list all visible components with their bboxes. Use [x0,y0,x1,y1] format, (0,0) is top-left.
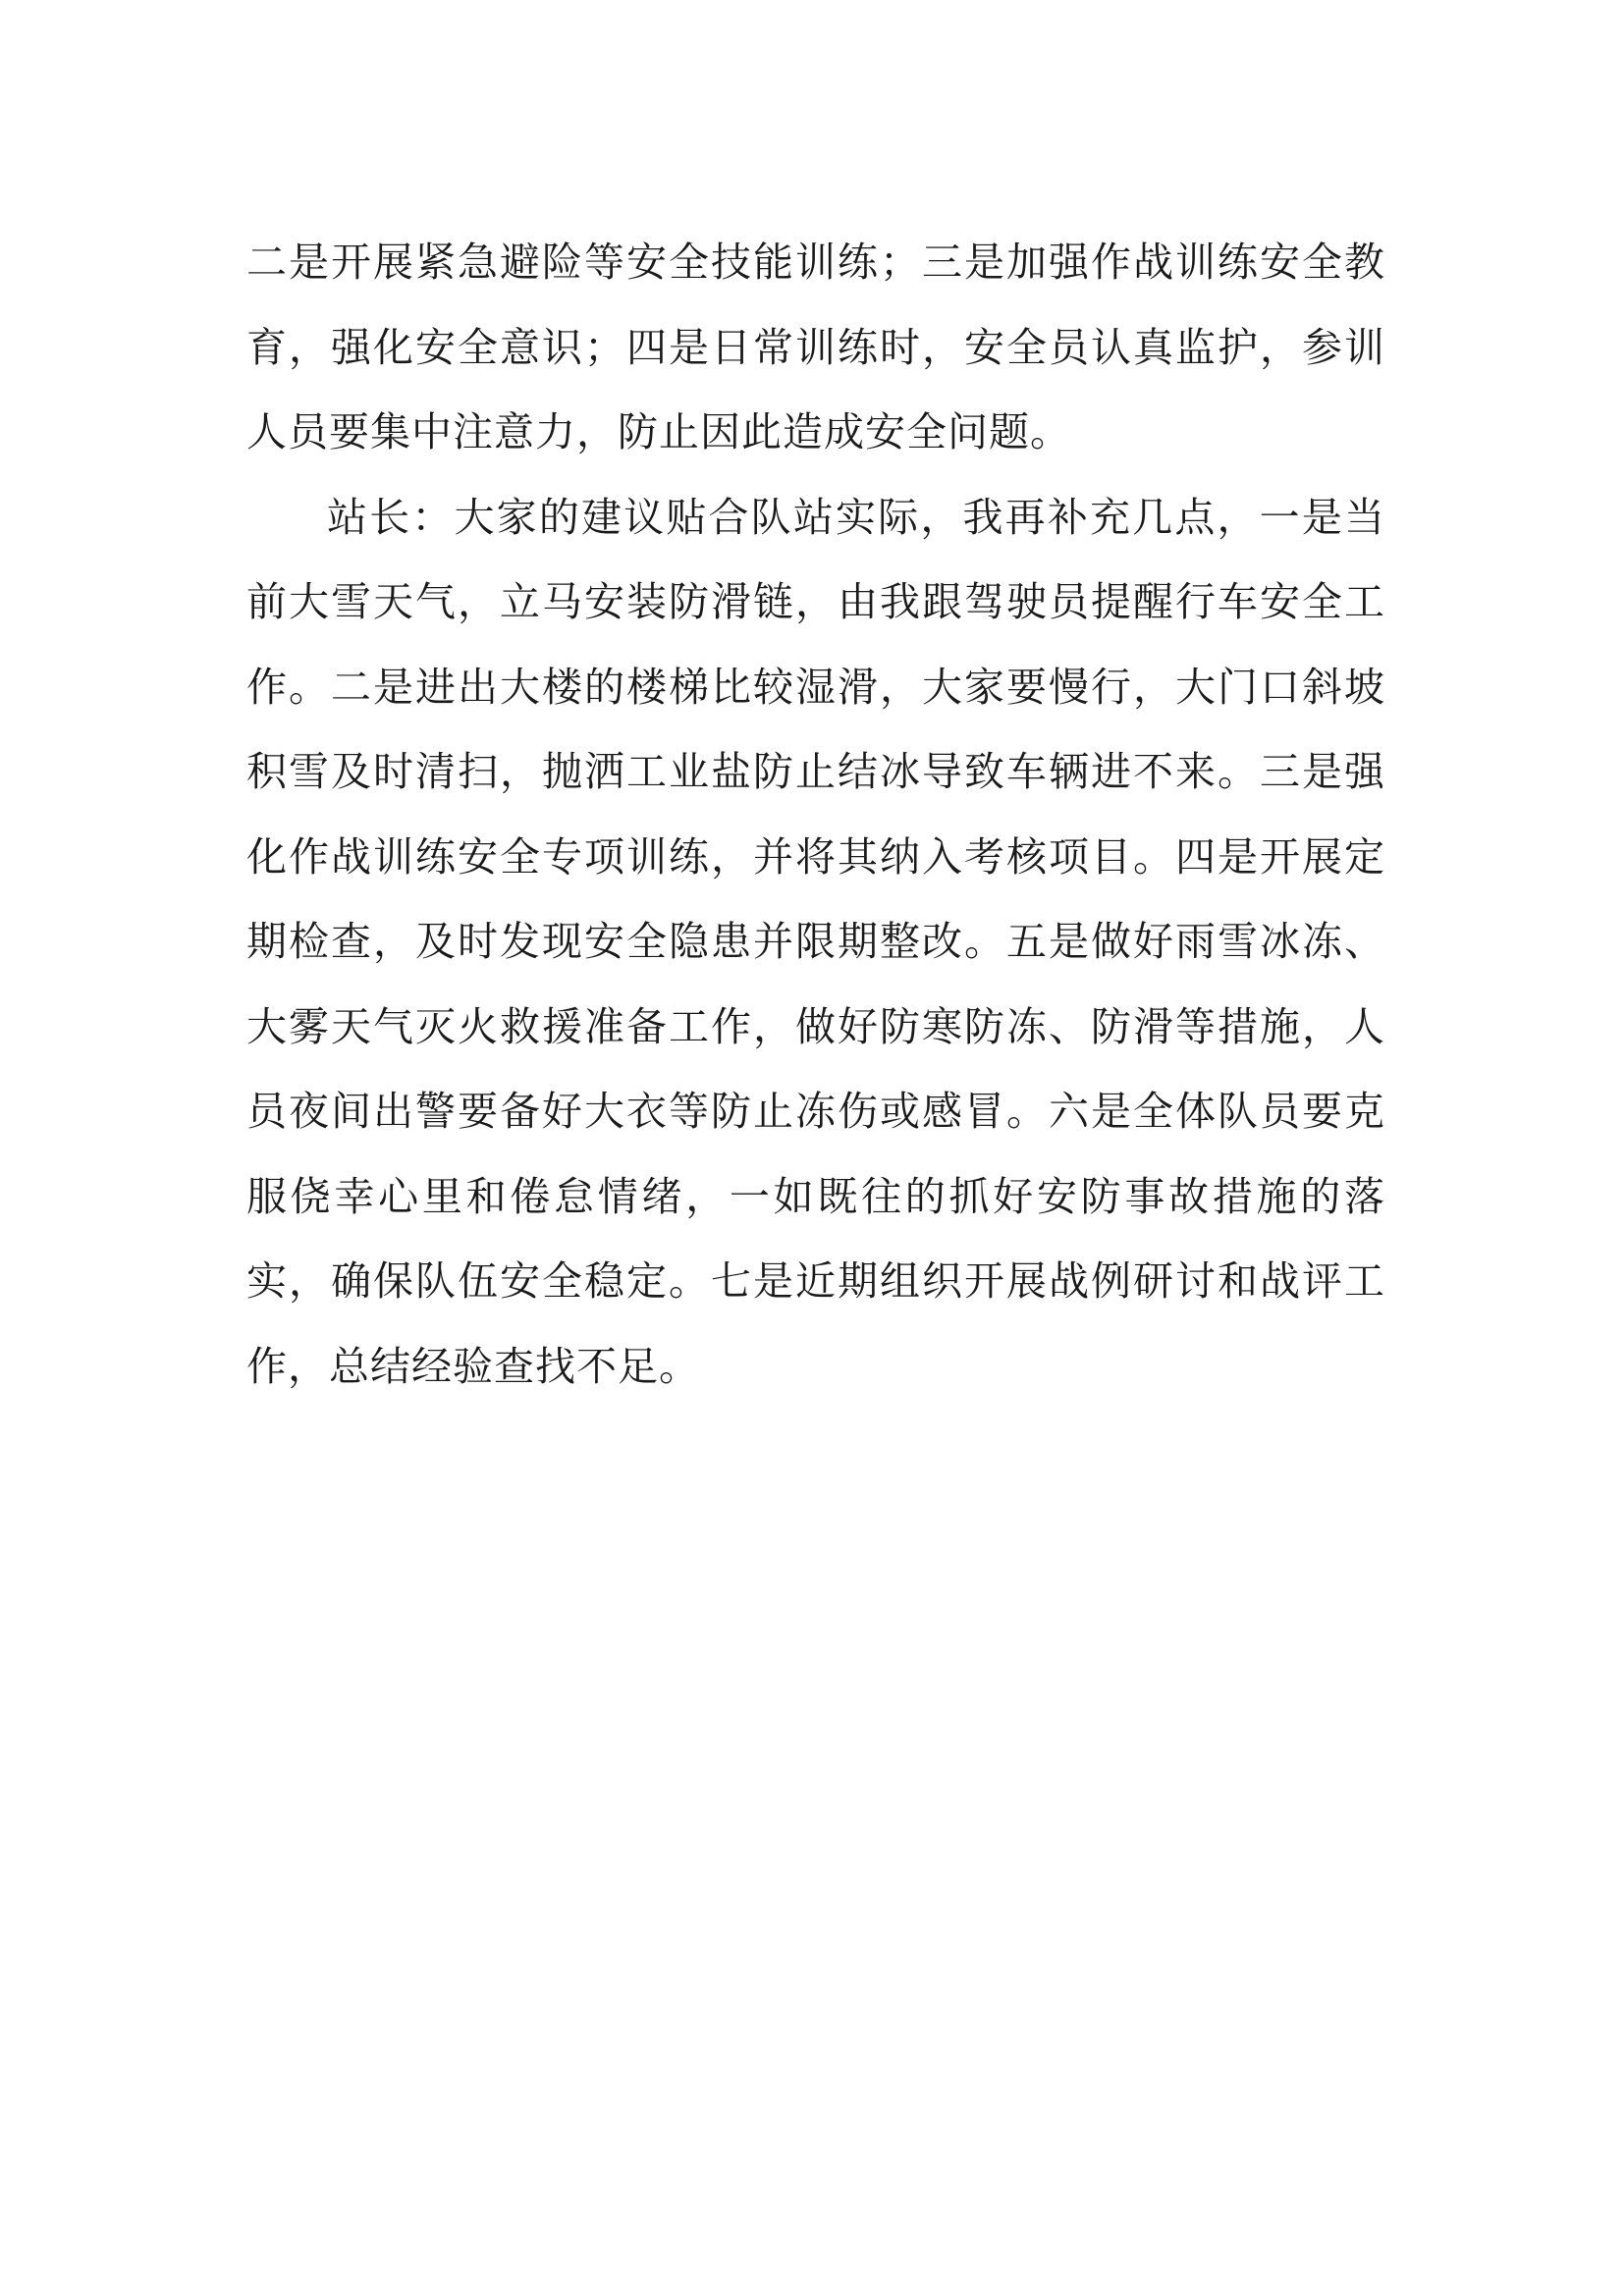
paragraph-continuation: 二是开展紧急避险等安全技能训练；三是加强作战训练安全教育，强化安全意识；四是日常训练时，安全员认真监护，参训人员要集中注意力，防止因此造成安全问题。 [246,239,1385,455]
document-body [246,220,1385,1409]
paragraph-station-chief-remarks: 站长：大家的建议贴合队站实际，我再补充几点，一是当前大雪天气，立马安装防滑链，由我跟驾驶员提醒行车安全工作。二是进出大楼的楼梯比较湿滑，大家要慢行，大门口斜坡积雪及时清扫，抛洒工业盐防止结冰导致车辆进不来。三是强化作战训练安全专项训练，并将其纳入考核项目。四是开展定期检查，及时发现安全隐患并限期整改。五是做好雨雪冰冻、大雾天气灭火救援准备工作，做好防寒防冻、防滑等措施，人员夜间出警要备好大衣等防止冻伤或感冒。六是全体队员要克服侥幸心里和倦怠情绪，一如既往的抓好安防事故措施的落实，确保队伍安全稳定。七是近期组织开展战例研讨和战评工作，总结经验查找不足。 [246,493,1385,1390]
